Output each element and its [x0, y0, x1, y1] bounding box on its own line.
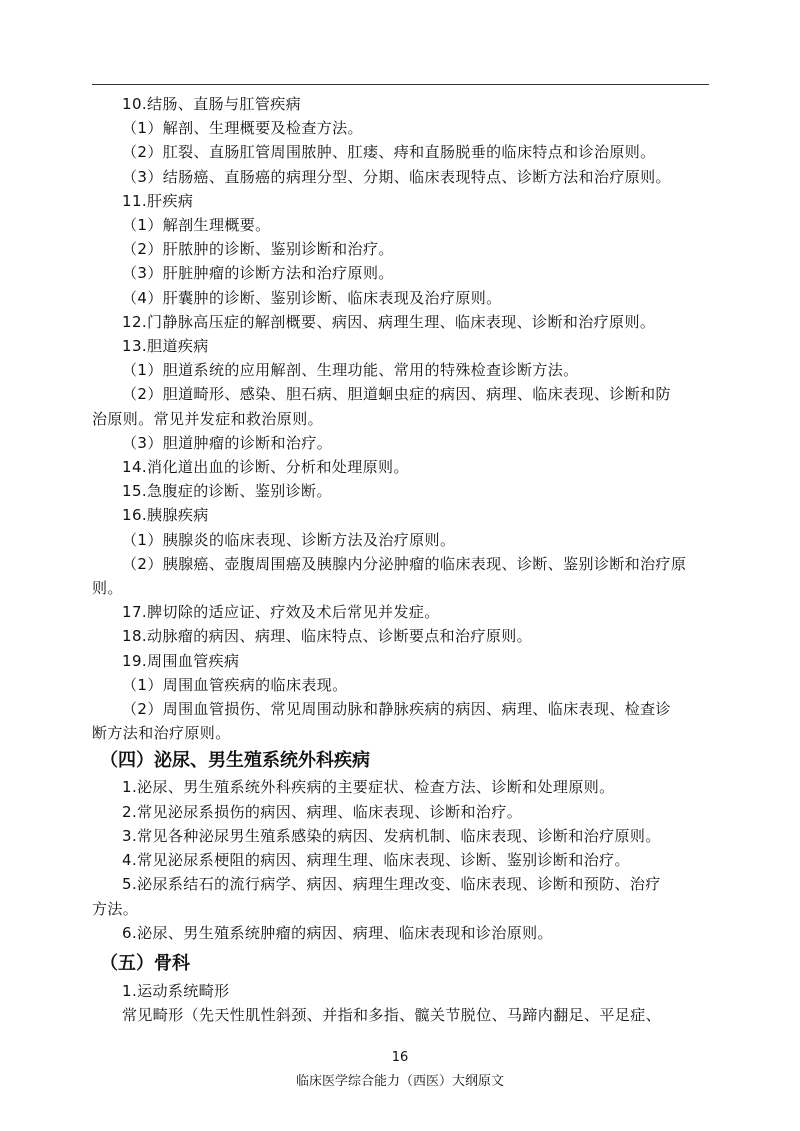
item-text: 常见畸形（先天性肌性斜颈、并指和多指、髋关节脱位、马蹄内翻足、平足症、 [122, 1006, 662, 1025]
item-text: 1.泌尿、男生殖系统外科疾病的主要症状、检查方法、诊断和处理原则。 [122, 778, 615, 797]
item-heading: 13.胆道疾病 [122, 337, 209, 356]
item-text: （1）解剖生理概要。 [122, 216, 271, 235]
item-text: （3）结肠癌、直肠癌的病理分型、分期、临床表现特点、诊断方法和治疗原则。 [122, 167, 671, 186]
item-text: 3.常见各种泌尿男生殖系感染的病因、发病机制、临床表现、诊断和治疗原则。 [122, 826, 661, 845]
footer-document-title: 临床医学综合能力（西医）大纲原文 [295, 1074, 504, 1089]
item-heading: 15.急腹症的诊断、鉴别诊断。 [122, 482, 332, 501]
item-heading: 10.结肠、直肠与肛管疾病 [122, 95, 302, 113]
item-text: （2）周围血管损伤、常见周围动脉和静脉疾病的病因、病理、临床表现、检查诊 [122, 700, 671, 719]
item-text: （1）胆道系统的应用解剖、生理功能、常用的特殊检查诊断方法。 [122, 361, 579, 380]
item-text: （2）胰腺癌、壶腹周围癌及胰腺内分泌肿瘤的临床表现、诊断、鉴别诊断和治疗原 [122, 554, 687, 573]
item-heading: 12.门静脉高压症的解剖概要、病因、病理生理、临床表现、诊断和治疗原则。 [122, 312, 656, 331]
item-heading: 16.胰腺疾病 [122, 506, 209, 525]
item-text: 4.常见泌尿系梗阻的病因、病理生理、临床表现、诊断、鉴别诊断和治疗。 [122, 851, 630, 870]
item-text: （1）胰腺炎的临床表现、诊断方法及治疗原则。 [122, 530, 456, 549]
item-text: 2.常见泌尿系损伤的病因、病理、临床表现、诊断和治疗。 [122, 802, 523, 821]
item-text-continued: 则。 [92, 579, 123, 598]
item-text: （2）肛裂、直肠肛管周围脓肿、肛瘘、痔和直肠脱垂的临床特点和诊治原则。 [122, 143, 656, 162]
page-number: 16 [391, 1050, 409, 1065]
item-heading: 18.动脉瘤的病因、病理、临床特点、诊断要点和治疗原则。 [122, 627, 533, 646]
item-text: （2）肝脓肿的诊断、鉴别诊断和治疗。 [122, 240, 394, 259]
item-heading: 14.消化道出血的诊断、分析和处理原则。 [122, 458, 409, 477]
section-heading-orthopedics: （五）骨科 [100, 952, 190, 974]
item-heading: 17.脾切除的适应证、疗效及术后常见并发症。 [122, 603, 440, 622]
item-text: （3）肝脏肿瘤的诊断方法和治疗原则。 [122, 264, 394, 283]
item-text-continued: 方法。 [92, 899, 139, 918]
item-heading: 19.周围血管疾病 [122, 651, 240, 670]
page-body [92, 92, 709, 1027]
item-text: （1）周围血管疾病的临床表现。 [122, 675, 348, 694]
item-heading: 1.运动系统畸形 [122, 981, 230, 1000]
item-text-continued: 治原则。常见并发症和救治原则。 [92, 409, 324, 428]
section-heading-urology: （四）泌尿、男生殖系统外科疾病 [100, 750, 370, 772]
item-text-continued: 断方法和治疗原则。 [92, 724, 231, 743]
item-text: （1）解剖、生理概要及检查方法。 [122, 119, 363, 138]
header-rule [92, 84, 709, 85]
item-text: （3）胆道肿瘤的诊断和治疗。 [122, 433, 333, 452]
item-text: 6.泌尿、男生殖系统肿瘤的病因、病理、临床表现和诊治原则。 [122, 923, 553, 942]
item-text: （2）胆道畸形、感染、胆石病、胆道蛔虫症的病因、病理、临床表现、诊断和防 [122, 385, 671, 404]
item-text: （4）肝囊肿的诊断、鉴别诊断、临床表现及治疗原则。 [122, 288, 502, 307]
item-heading: 11.肝疾病 [122, 191, 194, 210]
item-text: 5.泌尿系结石的流行病学、病因、病理生理改变、临床表现、诊断和预防、治疗 [122, 875, 661, 894]
